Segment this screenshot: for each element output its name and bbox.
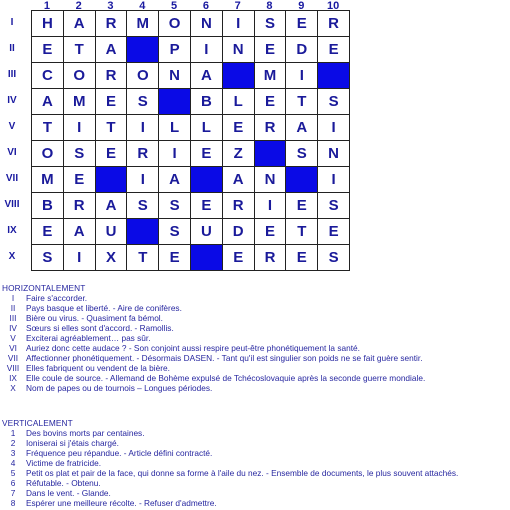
letter-cell: I (159, 141, 191, 167)
clue-item (0, 498, 510, 508)
letter-cell: E (286, 245, 318, 271)
clue-number: 8 (10, 498, 16, 508)
clue-item (0, 313, 510, 323)
letter-cell: R (64, 193, 96, 219)
clue-text: Fréquence peu répandue. - Article défini contracté. (26, 448, 213, 458)
letter-cell: T (64, 37, 96, 63)
letter-cell: U (96, 219, 128, 245)
horizontal-title: HORIZONTALEMENT (2, 283, 86, 293)
clue-text: Elles fabriquent ou vendent de la bière. (26, 363, 170, 373)
letter-cell: S (286, 141, 318, 167)
clue-text: Dans le vent. - Glande. (26, 488, 111, 498)
black-cell (255, 141, 287, 167)
clue-item (0, 428, 510, 438)
clue-number: VII (7, 353, 19, 363)
clue-item (0, 363, 510, 373)
clue-item (0, 488, 510, 498)
letter-cell: E (255, 89, 287, 115)
letter-cell: T (286, 89, 318, 115)
letter-cell: I (127, 167, 159, 193)
crossword-grid (31, 10, 350, 271)
letter-cell: I (64, 115, 96, 141)
letter-cell: Z (223, 141, 255, 167)
letter-cell: S (127, 193, 159, 219)
letter-cell: I (191, 37, 223, 63)
clue-item (0, 448, 510, 458)
letter-cell: E (255, 219, 287, 245)
letter-cell: E (223, 115, 255, 141)
clue-number: 6 (10, 478, 16, 488)
letter-cell: R (255, 245, 287, 271)
column-number: 9 (298, 0, 305, 12)
row-number: X (8, 251, 16, 262)
clue-text: Exciterai agréablement… pas sûr. (26, 333, 151, 343)
clue-text: Nom de papes ou de tournois – Longues périodes. (26, 383, 213, 393)
letter-cell: I (127, 115, 159, 141)
letter-cell: N (159, 63, 191, 89)
letter-cell: E (191, 141, 223, 167)
letter-cell: E (286, 193, 318, 219)
letter-cell: M (32, 167, 64, 193)
clue-text: Sœurs si elles sont d'accord. - Ramollis. (26, 323, 174, 333)
letter-cell: A (96, 37, 128, 63)
black-cell (286, 167, 318, 193)
letter-cell: M (255, 63, 287, 89)
column-number: 5 (171, 0, 178, 12)
clue-number: 7 (10, 488, 16, 498)
letter-cell: O (159, 11, 191, 37)
letter-cell: N (255, 167, 287, 193)
row-number: IV (7, 95, 17, 106)
black-cell (223, 63, 255, 89)
letter-cell: A (32, 89, 64, 115)
clue-item (0, 383, 510, 393)
black-cell (96, 167, 128, 193)
clue-number: IX (9, 373, 17, 383)
letter-cell: O (127, 63, 159, 89)
clue-number: 1 (10, 428, 16, 438)
column-number: 10 (326, 0, 340, 12)
black-cell (127, 219, 159, 245)
clue-text: Des bovins morts par centaines. (26, 428, 145, 438)
row-number: II (9, 43, 15, 54)
letter-cell: S (159, 219, 191, 245)
letter-cell: A (96, 193, 128, 219)
letter-cell: I (318, 167, 350, 193)
letter-cell: O (64, 63, 96, 89)
column-number: 4 (139, 0, 146, 12)
letter-cell: X (96, 245, 128, 271)
letter-cell: N (223, 37, 255, 63)
clue-item (0, 323, 510, 333)
clue-text: Réfutable. - Obtenu. (26, 478, 101, 488)
black-cell (159, 89, 191, 115)
letter-cell: E (64, 167, 96, 193)
column-number: 2 (75, 0, 82, 12)
letter-cell: A (191, 63, 223, 89)
clue-item (0, 303, 510, 313)
black-cell (127, 37, 159, 63)
clue-number: I (11, 293, 15, 303)
row-number: I (10, 17, 14, 28)
letter-cell: N (191, 11, 223, 37)
letter-cell: E (286, 11, 318, 37)
letter-cell: M (64, 89, 96, 115)
clue-text: Pays basque et liberté. - Aire de conifères. (26, 303, 182, 313)
letter-cell: T (96, 115, 128, 141)
row-number: IX (7, 225, 17, 236)
letter-cell: I (286, 63, 318, 89)
clue-text: Espérer une meilleure récolte. - Refuser d'admettre. (26, 498, 217, 508)
letter-cell: R (96, 63, 128, 89)
letter-cell: E (32, 219, 64, 245)
letter-cell: B (32, 193, 64, 219)
clue-number: VIII (6, 363, 20, 373)
letter-cell: E (255, 37, 287, 63)
letter-cell: R (127, 141, 159, 167)
letter-cell: S (127, 89, 159, 115)
column-number: 7 (234, 0, 241, 12)
clue-text: Affectionner phonétiquement. - Désormais DASEN. - Tant qu'il est singulier son poids ne se fait guère sentir. (26, 353, 423, 363)
row-number: VIII (4, 199, 20, 210)
clue-number: 5 (10, 468, 16, 478)
horizontal-clue-list (0, 293, 510, 393)
letter-cell: D (286, 37, 318, 63)
clue-text: Faire s'accorder. (26, 293, 88, 303)
column-number: 1 (43, 0, 50, 12)
letter-cell: C (32, 63, 64, 89)
row-number: V (8, 121, 16, 132)
letter-cell: A (159, 167, 191, 193)
row-number: VII (5, 173, 19, 184)
clue-item (0, 438, 510, 448)
letter-cell: R (96, 11, 128, 37)
clue-item (0, 353, 510, 363)
row-number: III (7, 69, 17, 80)
letter-cell: E (96, 141, 128, 167)
row-number: VI (7, 147, 17, 158)
letter-cell: R (318, 11, 350, 37)
clue-text: Auriez donc cette audace ? - Son conjoint aussi respire peut-être phonétiquement la santé. (26, 343, 360, 353)
letter-cell: N (318, 141, 350, 167)
clue-text: Petit os plat et pair de la face, qui donne sa forme à l'aile du nez. - Ensemble de documents, le plus souvent attachés. (26, 468, 459, 478)
clue-number: 2 (10, 438, 16, 448)
clue-item (0, 343, 510, 353)
letter-cell: A (223, 167, 255, 193)
horizontal-clues (0, 283, 510, 393)
clue-number: X (10, 383, 16, 393)
letter-cell: S (32, 245, 64, 271)
clue-number: IV (9, 323, 17, 333)
letter-cell: D (223, 219, 255, 245)
clue-number: V (10, 333, 16, 343)
clue-item (0, 458, 510, 468)
clue-text: Ioniserai si j'étais chargé. (26, 438, 119, 448)
clue-item (0, 373, 510, 383)
letter-cell: S (318, 89, 350, 115)
letter-cell: T (127, 245, 159, 271)
letter-cell: I (64, 245, 96, 271)
letter-cell: R (223, 193, 255, 219)
letter-cell: R (255, 115, 287, 141)
letter-cell: B (191, 89, 223, 115)
clue-item (0, 333, 510, 343)
vertical-title: VERTICALEMENT (2, 418, 73, 428)
column-number: 8 (266, 0, 273, 12)
clue-number: II (10, 303, 16, 313)
letter-cell: I (255, 193, 287, 219)
letter-cell: T (286, 219, 318, 245)
letter-cell: A (64, 219, 96, 245)
letter-cell: I (318, 115, 350, 141)
clue-item (0, 293, 510, 303)
clue-text: Bière ou virus. - Quasiment fa bémol. (26, 313, 163, 323)
letter-cell: S (64, 141, 96, 167)
letter-cell: P (159, 37, 191, 63)
column-number: 6 (202, 0, 209, 12)
black-cell (191, 167, 223, 193)
clue-text: Elle coule de source. - Allemand de Bohème expulsé de Tchécoslovaquie après la seconde guerre mondiale. (26, 373, 426, 383)
letter-cell: I (223, 11, 255, 37)
vertical-clues (0, 418, 510, 508)
clue-number: 4 (10, 458, 16, 468)
letter-cell: S (255, 11, 287, 37)
letter-cell: O (32, 141, 64, 167)
vertical-clue-list (0, 428, 510, 508)
letter-cell: S (159, 193, 191, 219)
letter-cell: S (318, 193, 350, 219)
clue-number: III (9, 313, 17, 323)
letter-cell: E (318, 219, 350, 245)
letter-cell: L (191, 115, 223, 141)
clue-number: 3 (10, 448, 16, 458)
letter-cell: S (318, 245, 350, 271)
letter-cell: T (32, 115, 64, 141)
clue-text: Victime de fratricide. (26, 458, 102, 468)
letter-cell: E (32, 37, 64, 63)
column-number: 3 (107, 0, 114, 12)
letter-cell: L (159, 115, 191, 141)
letter-cell: H (32, 11, 64, 37)
letter-cell: E (159, 245, 191, 271)
black-cell (191, 245, 223, 271)
clue-number: VI (9, 343, 17, 353)
letter-cell: L (223, 89, 255, 115)
letter-cell: E (191, 193, 223, 219)
letter-cell: A (64, 11, 96, 37)
letter-cell: A (286, 115, 318, 141)
letter-cell: U (191, 219, 223, 245)
letter-cell: M (127, 11, 159, 37)
black-cell (318, 63, 350, 89)
clue-item (0, 478, 510, 488)
letter-cell: E (318, 37, 350, 63)
clue-item (0, 468, 510, 478)
letter-cell: E (96, 89, 128, 115)
letter-cell: E (223, 245, 255, 271)
